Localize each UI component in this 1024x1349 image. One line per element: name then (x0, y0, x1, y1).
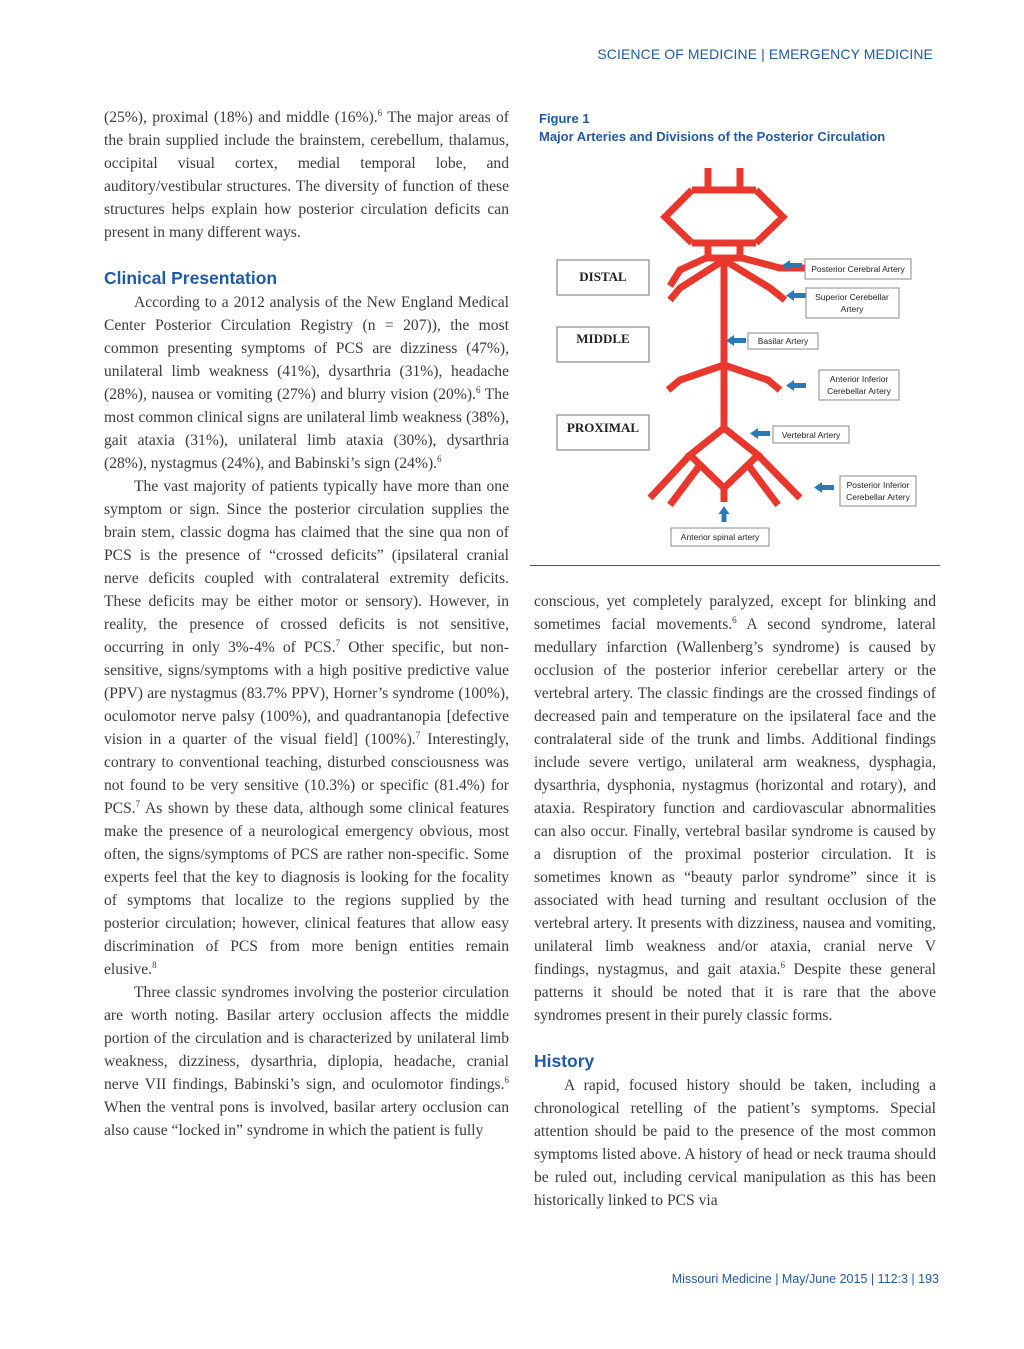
label-anterior-inferior-cerebellar-artery (819, 370, 899, 400)
right-column (534, 590, 936, 1212)
arrow-left-icon (814, 482, 834, 493)
figure-title: Major Arteries and Divisions of the Posterior Circulation (539, 129, 886, 144)
svg-text:Anterior Inferior: Anterior Inferior (829, 374, 889, 384)
division-label: MIDDLE (576, 331, 630, 346)
paragraph: The vast majority of patients typically have more than one symptom or sign. Since the posterior circulation supplies the brain stem, classic dogma has claimed that the sine qua non of PCS is the presence of “crossed deficits” (ipsilateral cranial nerve deficits coupled with contralateral extremity deficits. These deficits may be either motor or sensory). However, in reality, the presence of crossed deficits is not sensitive, occurring in only 3%-4% of PCS.$^7$ Other specific, but non-sensitive, signs/symptoms with a high positive predictive value (PPV) are nystagmus (83.7% PPV), Horner’s syndrome (100%), oculomotor nerve palsy (100%), and quadrantanopia [defective vision in a quarter of the visual field] (100%).$^7$ Interestingly, contrary to conventional teaching, disturbed consciousness was not found to be very sensitive (10.3%) or specific (81.4%) for PCS.$^7$ As shown by these data, although some clinical features make the presence of a neurological emergency obvious, most often, the signs/symptoms of PCS are rather non-specific. Some experts feel that the key to diagnosis is looking for the focality of symptoms that localize to the regions supplied by the posterior circulation; however, clinical features that allow easy discrimination of PCS from more benign entities remain elusive.$^8$ (104, 478, 509, 978)
section-title-history: History (534, 1051, 595, 1071)
running-head: SCIENCE OF MEDICINE | EMERGENCY MEDICINE (597, 46, 933, 62)
svg-text:Superior Cerebellar: Superior Cerebellar (815, 292, 889, 302)
svg-text:Posterior Inferior: Posterior Inferior (846, 480, 910, 490)
figure-divider (530, 565, 940, 567)
svg-text:Cerebellar Artery: Cerebellar Artery (827, 386, 891, 396)
division-label: DISTAL (579, 269, 627, 284)
svg-text:Basilar Artery: Basilar Artery (757, 336, 809, 346)
label-anterior-spinal-artery (671, 528, 769, 546)
paragraph: Three classic syndromes involving the posterior circulation are worth noting. Basilar artery occlusion affects the middle portion of the circulation and is characterized by unilateral limb weakness, dizziness, dysarthria, diplopia, headache, cranial nerve VII findings, Babinski’s sign, and oculomotor findings.$^6$ When the ventral pons is involved, basilar artery occlusion can also cause “locked in” syndrome in which the patient is fully (104, 984, 509, 1139)
label-posterior-cerebral-artery (805, 259, 911, 279)
paragraph: A rapid, focused history should be taken, including a chronological retelling of the patient’s symptoms. Special attention should be paid to the presence of the most common symptoms listed above. A history of head or neck trauma should be ruled out, including cervical manipulation as this has been historically linked to PCS via (534, 1077, 936, 1209)
svg-text:Posterior Cerebral Artery: Posterior Cerebral Artery (811, 264, 905, 274)
left-column (104, 106, 509, 1142)
label-posterior-inferior-cerebellar-artery (840, 476, 916, 506)
division-label: PROXIMAL (566, 420, 640, 435)
svg-text:Artery: Artery (840, 304, 864, 314)
arrow-up-icon (719, 506, 730, 522)
figure-1 (530, 110, 940, 566)
label-superior-cerebellar-artery (806, 288, 899, 318)
page-footer: Missouri Medicine | May/June 2015 | 112:3 | 193 (671, 1272, 939, 1286)
division-box-distal (557, 260, 649, 295)
paragraph: (25%), proximal (18%) and middle (16%).$^6$ The major areas of the brain supplied include the brainstem, cerebellum, thalamus, occipital visual cortex, medial temporal lobe, and auditory/vestibular structures. The diversity of function of these structures helps explain how posterior circulation deficits can present in many different ways. (104, 107, 509, 241)
division-box-middle (557, 327, 649, 362)
arrow-left-icon (750, 428, 770, 439)
artery-diagram (530, 110, 940, 550)
arrow-left-icon (726, 335, 746, 346)
paragraph: conscious, yet completely paralyzed, except for blinking and sometimes facial movements.$^6$ A second syndrome, lateral medullary infarction (Wallenberg’s syndrome) is caused by occlusion of the posterior inferior cerebellar artery or the vertebral artery. The classic findings are the crossed findings of decreased pain and temperature on the ipsilateral face and the contralateral side of the trunk and limbs. Additional findings include severe vertigo, unilateral arm weakness, dysphagia, dysarthria, dysphonia, nystagmus (horizontal and rotary), and ataxia. Respiratory function and cardiovascular abnormalities can also occur. Finally, vertebral basilar syndrome is caused by a disruption of the proximal posterior circulation. It is sometimes known as “beauty parlor syndrome” since it is associated with head turning and resultant occlusion of the vertebral artery. It presents with dizziness, nausea and vomiting, unilateral limb weakness and/or ataxia, cranial nerve V findings, nystagmus, and gait ataxia.$^6$ Despite these general patterns it should be noted that it is rare that the above syndromes present in their purely classic forms. (534, 593, 936, 1024)
paragraph: According to a 2012 analysis of the New England Medical Center Posterior Circulation Registry (n = 207)), the most common presenting symptoms of PCS are dizziness (47%), unilateral limb weakness (41%), dysarthria (31%), headache (28%), nausea or vomiting (27%) and blurry vision (20%).$^6$ The most common clinical signs are unilateral limb weakness (38%), gait ataxia (31%), unilateral limb ataxia (30%), dysarthria (28%), nystagmus (24%), and Babinski’s sign (24%).$^6$ (104, 294, 509, 472)
label-vertebral-artery (773, 426, 849, 443)
arrow-left-icon (786, 380, 806, 391)
svg-text:Anterior spinal artery: Anterior spinal artery (680, 532, 760, 542)
division-box-proximal (557, 415, 649, 450)
svg-text:Vertebral Artery: Vertebral Artery (781, 430, 841, 440)
arrow-left-icon (786, 290, 806, 301)
svg-text:Cerebellar Artery: Cerebellar Artery (846, 492, 910, 502)
figure-label: Figure 1 (539, 111, 590, 126)
label-basilar-artery (748, 333, 818, 349)
section-title-clinical-presentation: Clinical Presentation (104, 268, 278, 288)
